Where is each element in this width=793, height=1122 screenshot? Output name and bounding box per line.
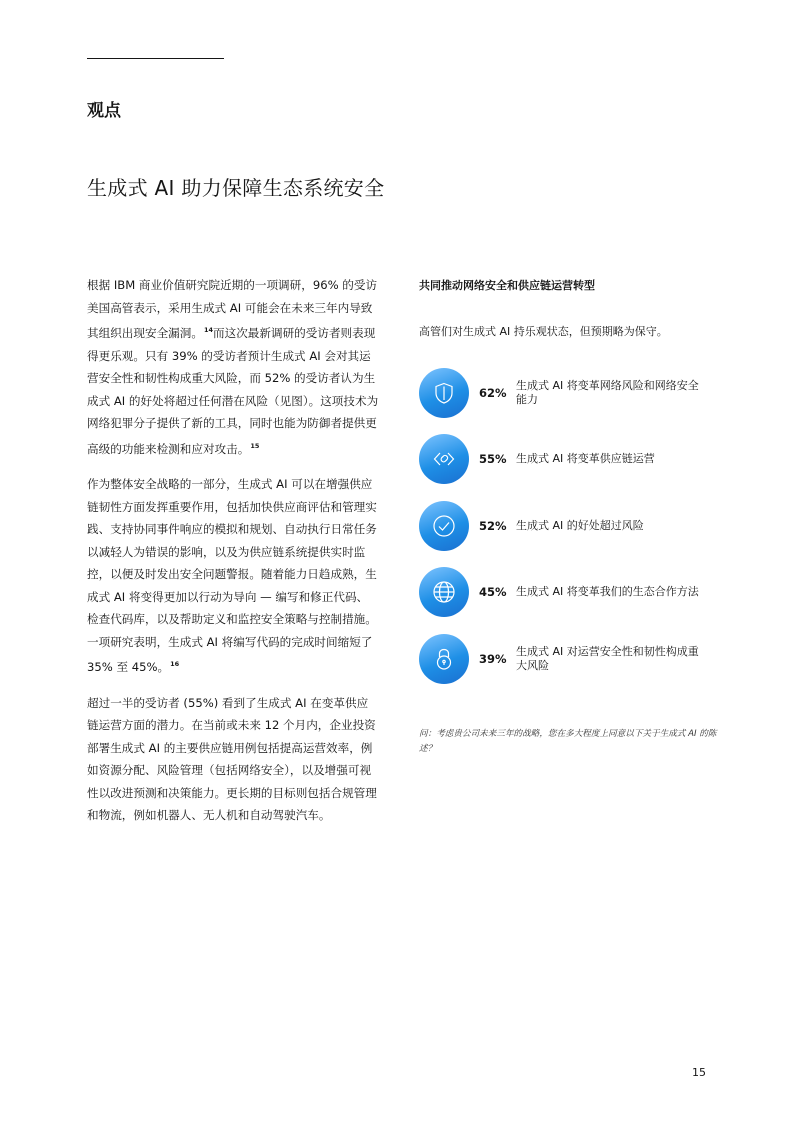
- stat-icon-circle: [419, 567, 469, 617]
- stats-sidebar: [419, 277, 719, 754]
- paragraph-1-text-a: 根据 IBM 商业价值研究院近期的一项调研，96% 的受访美国高管表示，采用生成式 AI 可能会在未来三年内导致其组织出现安全漏洞。: [87, 278, 378, 340]
- stat-item: [419, 434, 719, 484]
- stat-value: 62%: [479, 386, 507, 400]
- stat-icon-circle: [419, 434, 469, 484]
- stat-item: [419, 634, 719, 684]
- stat-value: 55%: [479, 452, 507, 466]
- stat-item: [419, 567, 719, 617]
- paragraph-1-text-b: 而这次最新调研的受访者则表现得更乐观。只有 39% 的受访者预计生成式 AI 会对其运营安全性和韧性构成重大风险，而 52% 的受访者认为生成式 AI 的好处将超过任何潜在风险（见图）。这项技术为网络犯罪分子提供了新的工具，同时也能为防御者提供更高级的功能来检测和应对攻击。: [87, 326, 379, 456]
- stat-icon-circle: [419, 634, 469, 684]
- survey-question-note: 问：考虑贵公司未来三年的战略，您在多大程度上同意以下关于生成式 AI 的陈述？: [419, 728, 717, 754]
- stat-value: 39%: [479, 652, 507, 666]
- footnote-ref-14: 14: [203, 326, 213, 334]
- checkmark-icon: [432, 514, 456, 538]
- header-rule: [87, 58, 224, 59]
- body-text: [87, 274, 379, 840]
- footnote-ref-16: 16: [170, 660, 180, 668]
- stat-icon-circle: [419, 501, 469, 551]
- page-title: 生成式 AI 助力保障生态系统安全: [87, 176, 385, 200]
- paragraph-3: 超过一半的受访者 (55%) 看到了生成式 AI 在变革供应链运营方面的潜力。在当前或未来 12 个月内，企业投资部署生成式 AI 的主要供应链用例包括提高运营效率，例如资源分配、风险管理（包括网络安全），以及增强可视性以改进预测和决策能力。更长期的目标则包括合规管理和物流，例如机器人、无人机和自动驾驶汽车。: [87, 695, 377, 822]
- stat-value: 52%: [479, 519, 507, 533]
- link-icon: [432, 447, 456, 471]
- stat-icon-circle: [419, 368, 469, 418]
- stat-item: [419, 501, 719, 551]
- stat-value: 45%: [479, 585, 507, 599]
- paragraph-1: [87, 274, 379, 460]
- sidebar-subtitle: 高管们对生成式 AI 持乐观状态，但预期略为保守。: [419, 325, 668, 338]
- stat-label: 生成式 AI 的好处超过风险: [516, 519, 644, 532]
- shield-icon: [432, 381, 456, 405]
- section-label: 观点: [87, 101, 121, 121]
- globe-icon: [432, 580, 456, 604]
- stat-label: 生成式 AI 对运营安全性和韧性构成重大风险: [516, 645, 699, 672]
- footnote-ref-15: 15: [250, 441, 260, 450]
- paragraph-2-text: 作为整体安全战略的一部分，生成式 AI 可以在增强供应链韧性方面发挥重要作用，包括加快供应商评估和管理实践、支持协同事件响应的模拟和规划、自动执行日常任务以减轻人为错误的影响，以及为供应链系统提供实时监控，以便及时发出安全问题警报。随着能力日趋成熟，生成式 AI 将变得更加以行动为导向 — 编写和修正代码、检查代码库，以及帮助定义和监控安全策略与控制措施。一项研究表明，生成式 AI 将编写代码的完成时间缩短了 35% 至 45%。: [87, 477, 377, 674]
- stat-label: 生成式 AI 将变革我们的生态合作方法: [516, 585, 699, 598]
- stat-item: [419, 368, 719, 418]
- stat-label: 生成式 AI 将变革网络风险和网络安全能力: [516, 379, 699, 406]
- paragraph-2: [87, 473, 379, 679]
- page-number: 15: [692, 1066, 706, 1079]
- lock-icon: [432, 647, 456, 671]
- stat-label: 生成式 AI 将变革供应链运营: [516, 452, 655, 465]
- sidebar-title: 共同推动网络安全和供应链运营转型: [419, 279, 595, 292]
